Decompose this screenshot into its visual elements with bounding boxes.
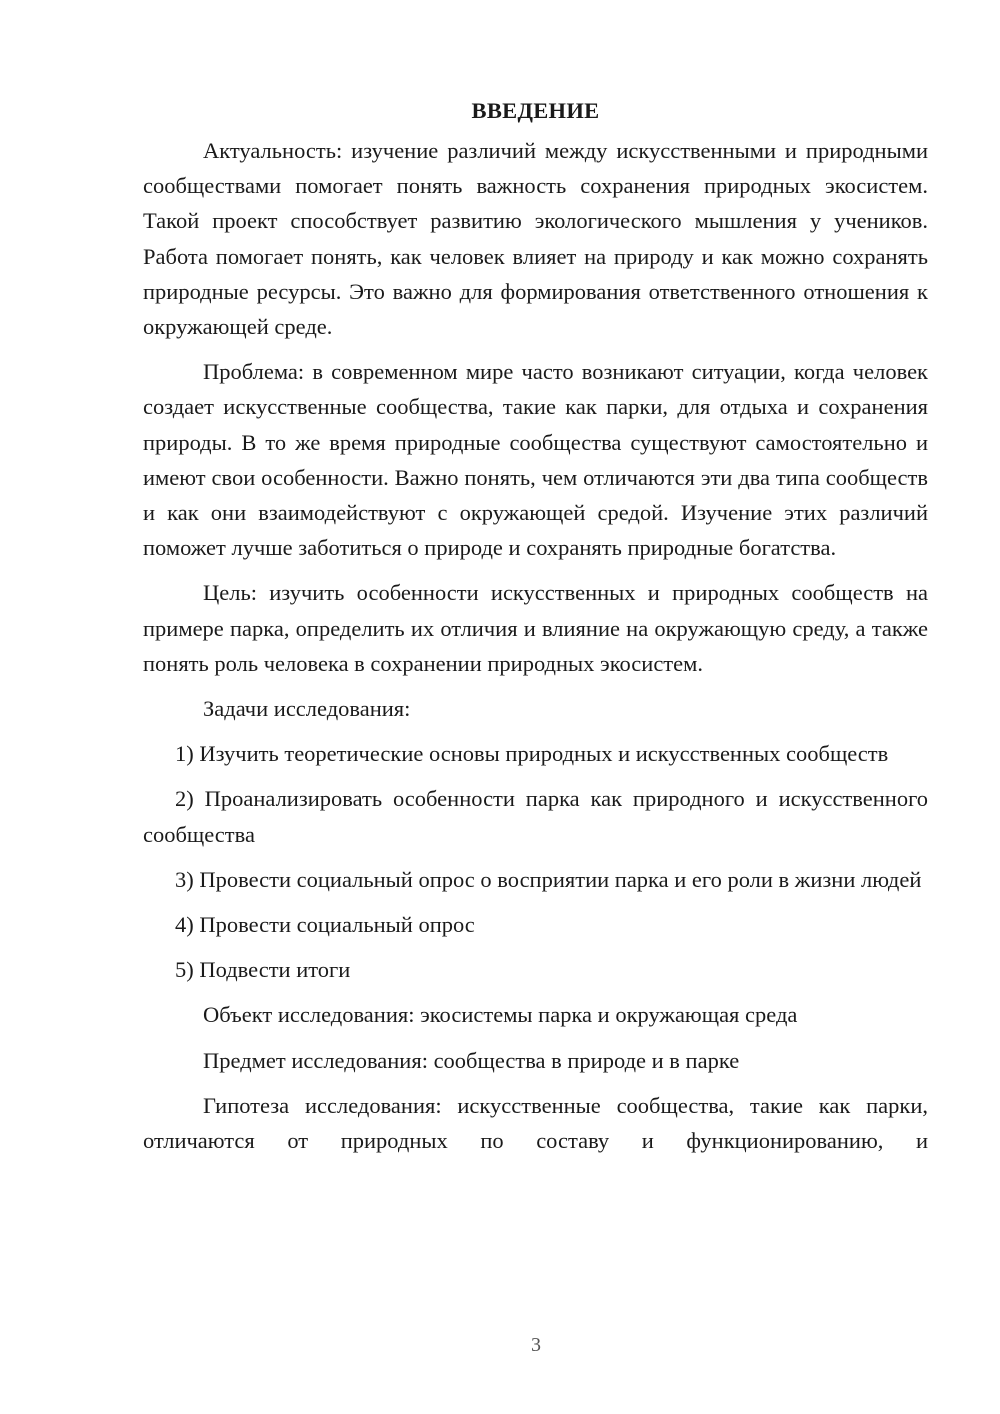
paragraph-relevance: Актуальность: изучение различий между искусственными и природными сообществами помогает понять важность сохранения природных экосистем. Такой проект способствует развитию экологического мышления у учеников. Работа помогает понять, как человек влияет на природу и как можно сохранять природные ресурсы. Это важно для формирования ответственного отношения к окружающей среде. [143, 138, 928, 340]
paragraph-subject: Предмет исследования: сообщества в природе и в парке [203, 1047, 740, 1073]
paragraph-problem: Проблема: в современном мире часто возникают ситуации, когда человек создает искусственные сообщества, такие как парки, для отдыха и сохранения природы. В то же время природные сообщества существуют самостоятельно и имеют свои особенности. Важно понять, чем отличаются эти два типа сообществ и как они взаимодействуют с окружающей средой. Изучение этих различий поможет лучше заботиться о природе и сохранять природные богатства. [143, 359, 928, 561]
task-item-1: 1) Изучить теоретические основы природных и искусственных сообществ [175, 741, 889, 767]
document-page [143, 96, 928, 1168]
paragraph-goal: Цель: изучить особенности искусственных и природных сообществ на примере парка, определить их отличия и влияние на окружающую среду, а также понять роль человека в сохранении природных экосистем. [143, 580, 928, 676]
task-item-2: 2) Проанализировать особенности парка как природного и искусственного сообщества [143, 786, 928, 847]
paragraph-object: Объект исследования: экосистемы парка и окружающая среда [203, 1002, 798, 1028]
paragraph-tasks-heading: Задачи исследования: [203, 696, 411, 722]
page-number: 3 [531, 1334, 541, 1356]
task-item-5: 5) Подвести итоги [175, 957, 351, 983]
task-item-4: 4) Провести социальный опрос [175, 912, 475, 938]
section-title: ВВЕДЕНИЕ [471, 98, 600, 123]
paragraph-hypothesis: Гипотеза исследования: искусственные сообщества, такие как парки, отличаются от природных по составу и функционированию, и [143, 1092, 928, 1154]
task-item-3: 3) Провести социальный опрос о восприятии парка и его роли в жизни людей [175, 866, 922, 892]
